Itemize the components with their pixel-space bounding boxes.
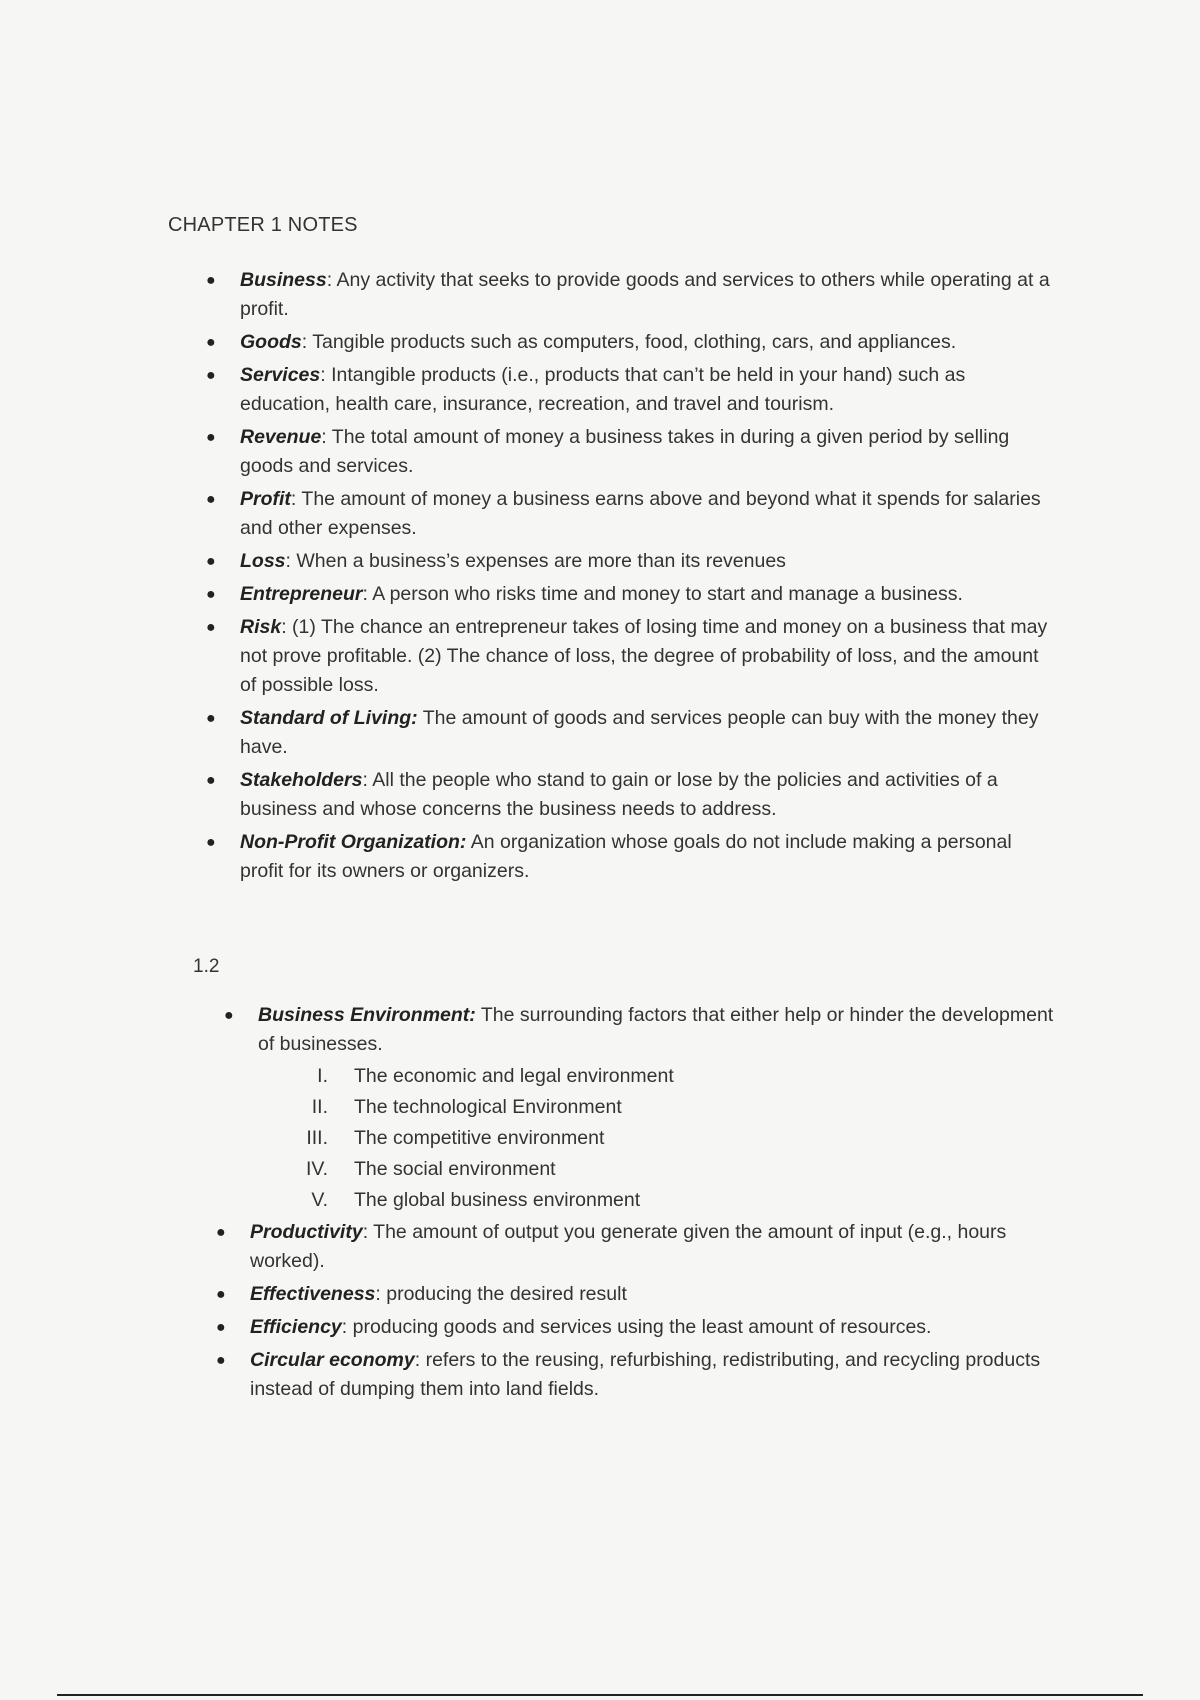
list-item bbox=[200, 704, 1060, 762]
term-definition: The amount of goods and services people can buy with the money they have. bbox=[240, 707, 1039, 758]
term-separator: : bbox=[341, 1316, 348, 1338]
section-number: 1.2 bbox=[193, 956, 220, 977]
term-separator: : bbox=[281, 616, 287, 638]
term-label: Productivity bbox=[250, 1221, 363, 1243]
list-item bbox=[200, 828, 1060, 886]
list-item-business-environment bbox=[218, 1001, 1058, 1216]
term-separator: : bbox=[414, 1349, 421, 1371]
factor-item bbox=[258, 1123, 1058, 1154]
bullet-icon: ● bbox=[216, 1319, 226, 1336]
term-label: Risk bbox=[240, 616, 282, 638]
term-label: Loss bbox=[240, 550, 286, 572]
term-separator: : bbox=[290, 488, 297, 510]
bullet-icon: ● bbox=[206, 367, 216, 384]
term-separator: : bbox=[362, 583, 368, 605]
environment-factors-list bbox=[258, 1061, 1058, 1216]
term-definition: Intangible products (i.e., products that can’t be held in your hand) such as education, health care, insurance, recreation, and travel and tourism. bbox=[240, 364, 966, 415]
roman-numeral: I. bbox=[317, 1065, 328, 1087]
list-item bbox=[210, 1218, 1070, 1276]
bullet-icon: ● bbox=[216, 1352, 226, 1369]
bullet-icon: ● bbox=[206, 272, 216, 289]
bullet-icon: ● bbox=[206, 334, 216, 351]
list-item bbox=[210, 1280, 1070, 1309]
list-item bbox=[200, 766, 1060, 824]
list-item bbox=[200, 423, 1060, 481]
term-separator: : bbox=[285, 550, 291, 572]
bullet-icon: ● bbox=[206, 619, 216, 636]
term-definition: refers to the reusing, refurbishing, redistributing, and recycling products instead of dumping them into land fields. bbox=[250, 1349, 1041, 1400]
bullet-icon: ● bbox=[206, 586, 216, 603]
factor-text: The competitive environment bbox=[354, 1127, 605, 1149]
list-item bbox=[210, 1346, 1070, 1404]
factor-text: The technological Environment bbox=[354, 1096, 622, 1118]
term-separator: : bbox=[362, 769, 368, 791]
term-label: Standard of Living: bbox=[240, 707, 418, 729]
list-item bbox=[200, 361, 1060, 419]
list-item bbox=[200, 580, 1060, 609]
term-label: Business bbox=[240, 269, 327, 291]
term-separator: : bbox=[362, 1221, 369, 1243]
page-title: CHAPTER 1 NOTES bbox=[168, 214, 358, 236]
bullet-icon: ● bbox=[216, 1224, 226, 1241]
term-definition: The amount of money a business earns above and beyond what it spends for salaries and other expenses. bbox=[240, 488, 1041, 539]
term-definition: producing goods and services using the least amount of resources. bbox=[347, 1316, 932, 1338]
term-label: Stakeholders bbox=[240, 769, 363, 791]
term-definition: The surrounding factors that either help or hinder the development of businesses. bbox=[258, 1004, 1054, 1055]
term-label: Goods bbox=[240, 331, 302, 353]
bullet-icon: ● bbox=[206, 772, 216, 789]
factor-text: The global business environment bbox=[354, 1189, 641, 1211]
list-item bbox=[200, 613, 1060, 700]
term-label: Circular economy bbox=[250, 1349, 415, 1371]
term-definition: (1) The chance an entrepreneur takes of losing time and money on a business that may not prove profitable. (2) The chance of loss, the degree of probability of loss, and the amount of possible loss. bbox=[240, 616, 1048, 696]
definitions-list-productivity bbox=[210, 1218, 1070, 1408]
bullet-icon: ● bbox=[206, 491, 216, 508]
factor-item bbox=[258, 1185, 1058, 1216]
definitions-list-section-1-2 bbox=[218, 1001, 1058, 1220]
term-separator: : bbox=[301, 331, 308, 353]
term-definition: All the people who stand to gain or lose by the policies and activities of a business and whose concerns the business needs to address. bbox=[240, 769, 998, 820]
term-definition: An organization whose goals do not include making a personal profit for its owners or organizers. bbox=[240, 831, 1012, 882]
factor-item bbox=[258, 1154, 1058, 1185]
term-definition: Any activity that seeks to provide goods and services to others while operating at a profit. bbox=[240, 269, 1050, 320]
roman-numeral: V. bbox=[311, 1189, 328, 1211]
roman-numeral: II. bbox=[311, 1096, 328, 1118]
term-separator: : bbox=[326, 269, 333, 291]
term-label: Effectiveness bbox=[250, 1283, 376, 1305]
bullet-icon: ● bbox=[206, 834, 216, 851]
definitions-list-chapter-1 bbox=[200, 266, 1060, 890]
footer-divider bbox=[57, 1694, 1143, 1696]
term-label: Non-Profit Organization: bbox=[240, 831, 467, 853]
factor-text: The economic and legal environment bbox=[354, 1065, 674, 1087]
term-definition: The total amount of money a business takes in during a given period by selling goods and services. bbox=[240, 426, 1010, 477]
list-item bbox=[200, 547, 1060, 576]
bullet-icon: ● bbox=[224, 1007, 234, 1024]
term-separator: : bbox=[320, 364, 326, 386]
bullet-icon: ● bbox=[206, 429, 216, 446]
list-item bbox=[200, 485, 1060, 543]
factor-text: The social environment bbox=[354, 1158, 556, 1180]
bullet-icon: ● bbox=[206, 710, 216, 727]
term-label: Revenue bbox=[240, 426, 322, 448]
term-label: Profit bbox=[240, 488, 291, 510]
roman-numeral: IV. bbox=[305, 1158, 328, 1180]
term-label: Services bbox=[240, 364, 321, 386]
term-separator: : bbox=[375, 1283, 381, 1305]
bullet-icon: ● bbox=[216, 1286, 226, 1303]
term-definition: A person who risks time and money to start and manage a business. bbox=[367, 583, 963, 605]
term-label: Entrepreneur bbox=[240, 583, 363, 605]
factor-item bbox=[258, 1061, 1058, 1092]
list-item bbox=[210, 1313, 1070, 1342]
list-item bbox=[200, 328, 1060, 357]
term-definition: When a business’s expenses are more than its revenues bbox=[290, 550, 786, 572]
roman-numeral: III. bbox=[306, 1127, 328, 1149]
term-separator: : bbox=[321, 426, 327, 448]
bullet-icon: ● bbox=[206, 553, 216, 570]
factor-item bbox=[258, 1092, 1058, 1123]
term-definition: The amount of output you generate given the amount of input (e.g., hours worked). bbox=[250, 1221, 1007, 1272]
term-definition: producing the desired result bbox=[380, 1283, 627, 1305]
term-label: Efficiency bbox=[250, 1316, 342, 1338]
list-item bbox=[200, 266, 1060, 324]
term-label: Business Environment: bbox=[258, 1004, 476, 1026]
term-definition: Tangible products such as computers, food, clothing, cars, and appliances. bbox=[307, 331, 957, 353]
